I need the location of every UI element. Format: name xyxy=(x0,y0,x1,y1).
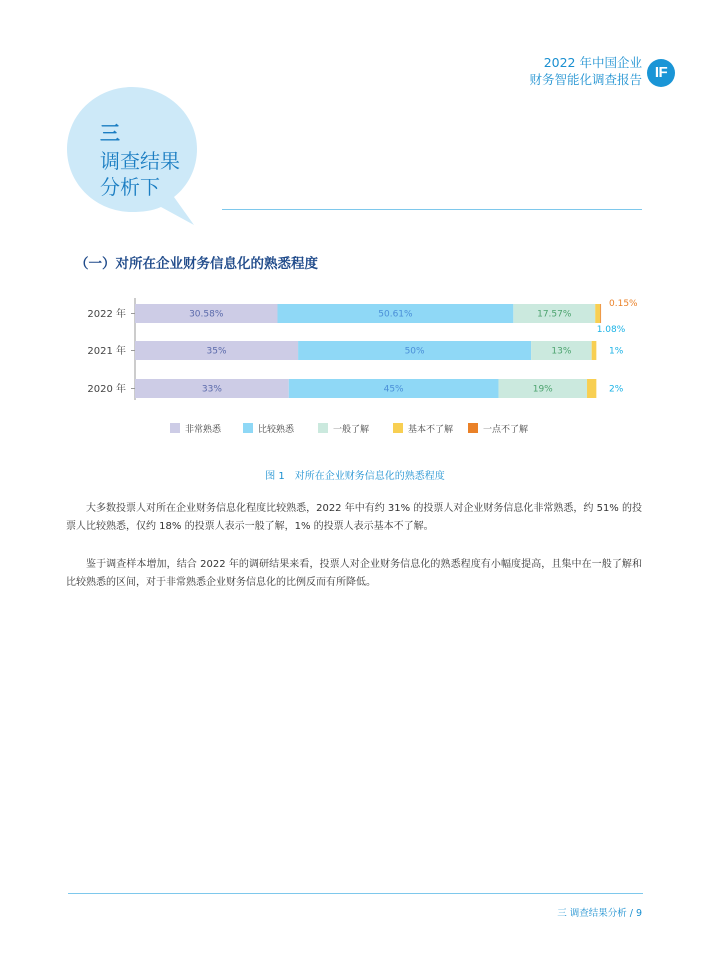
paragraph-2: 鉴于调查样本增加，结合 2022 年的调研结果来看，投票人对企业财务信息化的熟悉程度有小幅度提高，且集中在一般了解和比较熟悉的区间，对于非常熟悉企业财务信息化的比例反而有所降低。 xyxy=(66,559,642,588)
legend-label: 一点不了解 xyxy=(483,425,529,435)
figure-caption: 图 1 对所在企业财务信息化的熟悉程度 xyxy=(265,471,445,482)
category-label: 2022 年 xyxy=(87,309,126,320)
report-title-line2: 财务智能化调查报告 xyxy=(529,72,642,87)
data-label: 2% xyxy=(609,384,624,395)
report-title-line1: 2022 年中国企业 xyxy=(543,55,642,70)
bar-segment xyxy=(592,341,597,360)
report-title xyxy=(442,54,642,88)
section-title xyxy=(100,148,180,200)
bar-segment xyxy=(587,379,596,398)
legend-label: 比较熟悉 xyxy=(258,425,295,435)
legend-swatch xyxy=(243,423,253,433)
sub-heading: （一）对所在企业财务信息化的熟悉程度 xyxy=(75,256,318,272)
stacked-bar-chart xyxy=(70,296,650,441)
legend-swatch xyxy=(468,423,478,433)
bar-segment xyxy=(595,304,600,323)
section-divider xyxy=(222,209,642,210)
data-label: 1.08% xyxy=(596,325,626,335)
data-label: 17.57% xyxy=(537,309,572,320)
data-label: 0.15% xyxy=(609,299,638,309)
data-label: 50% xyxy=(404,346,425,357)
data-label: 1% xyxy=(609,346,624,357)
page-footer: 三 调查结果分析 / 9 xyxy=(557,908,642,919)
legend-label: 非常熟悉 xyxy=(185,425,222,435)
bar-segment xyxy=(600,304,601,323)
legend-swatch xyxy=(318,423,328,433)
data-label: 33% xyxy=(201,384,222,395)
data-label: 45% xyxy=(383,384,404,395)
data-label: 35% xyxy=(206,346,227,357)
paragraph-1: 大多数投票人对所在企业财务信息化程度比较熟悉，2022 年中有约 31% 的投票人对企业财务信息化非常熟悉，约 51% 的投票人比较熟悉，仅约 18% 的投票人表示一般了解，1% 的投票人表示基本不了解。 xyxy=(66,503,642,532)
data-label: 50.61% xyxy=(378,309,413,320)
section-title-line2: 分析下 xyxy=(100,175,160,199)
data-label: 30.58% xyxy=(189,309,224,320)
data-label: 13% xyxy=(551,346,572,357)
data-label: 19% xyxy=(532,384,553,395)
section-title-line1: 调查结果 xyxy=(100,149,180,173)
legend-label: 基本不了解 xyxy=(408,425,454,435)
category-label: 2020 年 xyxy=(87,384,126,395)
legend-swatch xyxy=(170,423,180,433)
if-logo: IF xyxy=(647,59,675,87)
legend-label: 一般了解 xyxy=(333,425,370,435)
category-label: 2021 年 xyxy=(87,346,126,357)
section-number: 三 xyxy=(100,121,120,145)
legend-swatch xyxy=(393,423,403,433)
footer-divider xyxy=(68,893,643,894)
